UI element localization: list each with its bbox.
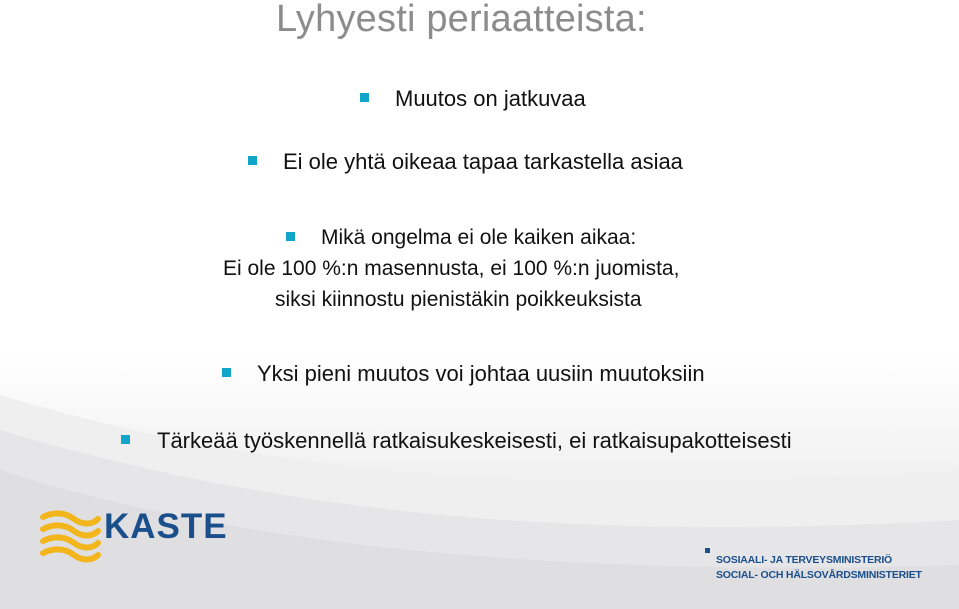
bullet-square-icon <box>360 93 369 102</box>
bullet-line: Ei ole 100 %:n masennusta, ei 100 %:n juomista, <box>223 257 680 280</box>
bullet-square-icon <box>286 232 295 241</box>
bullet-square-icon <box>121 435 130 444</box>
bullet-line: siksi kiinnostu pienistäkin poikkeuksista <box>275 288 642 311</box>
bullet-text: Muutos on jatkuvaa <box>395 86 586 111</box>
slide-title: Lyhyesti periaatteista: <box>276 0 647 40</box>
ministry-name-sv: SOCIAL- OCH HÄLSOVÅRDSMINISTERIET <box>716 569 922 581</box>
bullet-text: Yksi pieni muutos voi johtaa uusiin muutoksiin <box>257 361 705 386</box>
bullet-item-1 <box>360 83 586 114</box>
ministry-name-fi: SOSIAALI- JA TERVEYSMINISTERIÖ <box>716 554 893 566</box>
ministry-square-icon <box>705 548 710 553</box>
bullet-square-icon <box>248 156 257 165</box>
kaste-logo-text: KASTE <box>104 507 228 546</box>
bullet-square-icon <box>222 368 231 377</box>
bullet-line: Mikä ongelma ei ole kaiken aikaa: <box>321 226 637 249</box>
bullet-item-5 <box>121 425 792 456</box>
bullet-item-3 <box>223 222 777 315</box>
bullet-text-block <box>223 222 777 315</box>
bullet-text: Tärkeää työskennellä ratkaisukeskeisesti, ei ratkaisupakotteisesti <box>157 428 792 453</box>
bullet-text: Ei ole yhtä oikeaa tapaa tarkastella asiaa <box>283 149 683 174</box>
bullet-item-4 <box>222 358 705 389</box>
bullet-item-2 <box>248 146 683 177</box>
